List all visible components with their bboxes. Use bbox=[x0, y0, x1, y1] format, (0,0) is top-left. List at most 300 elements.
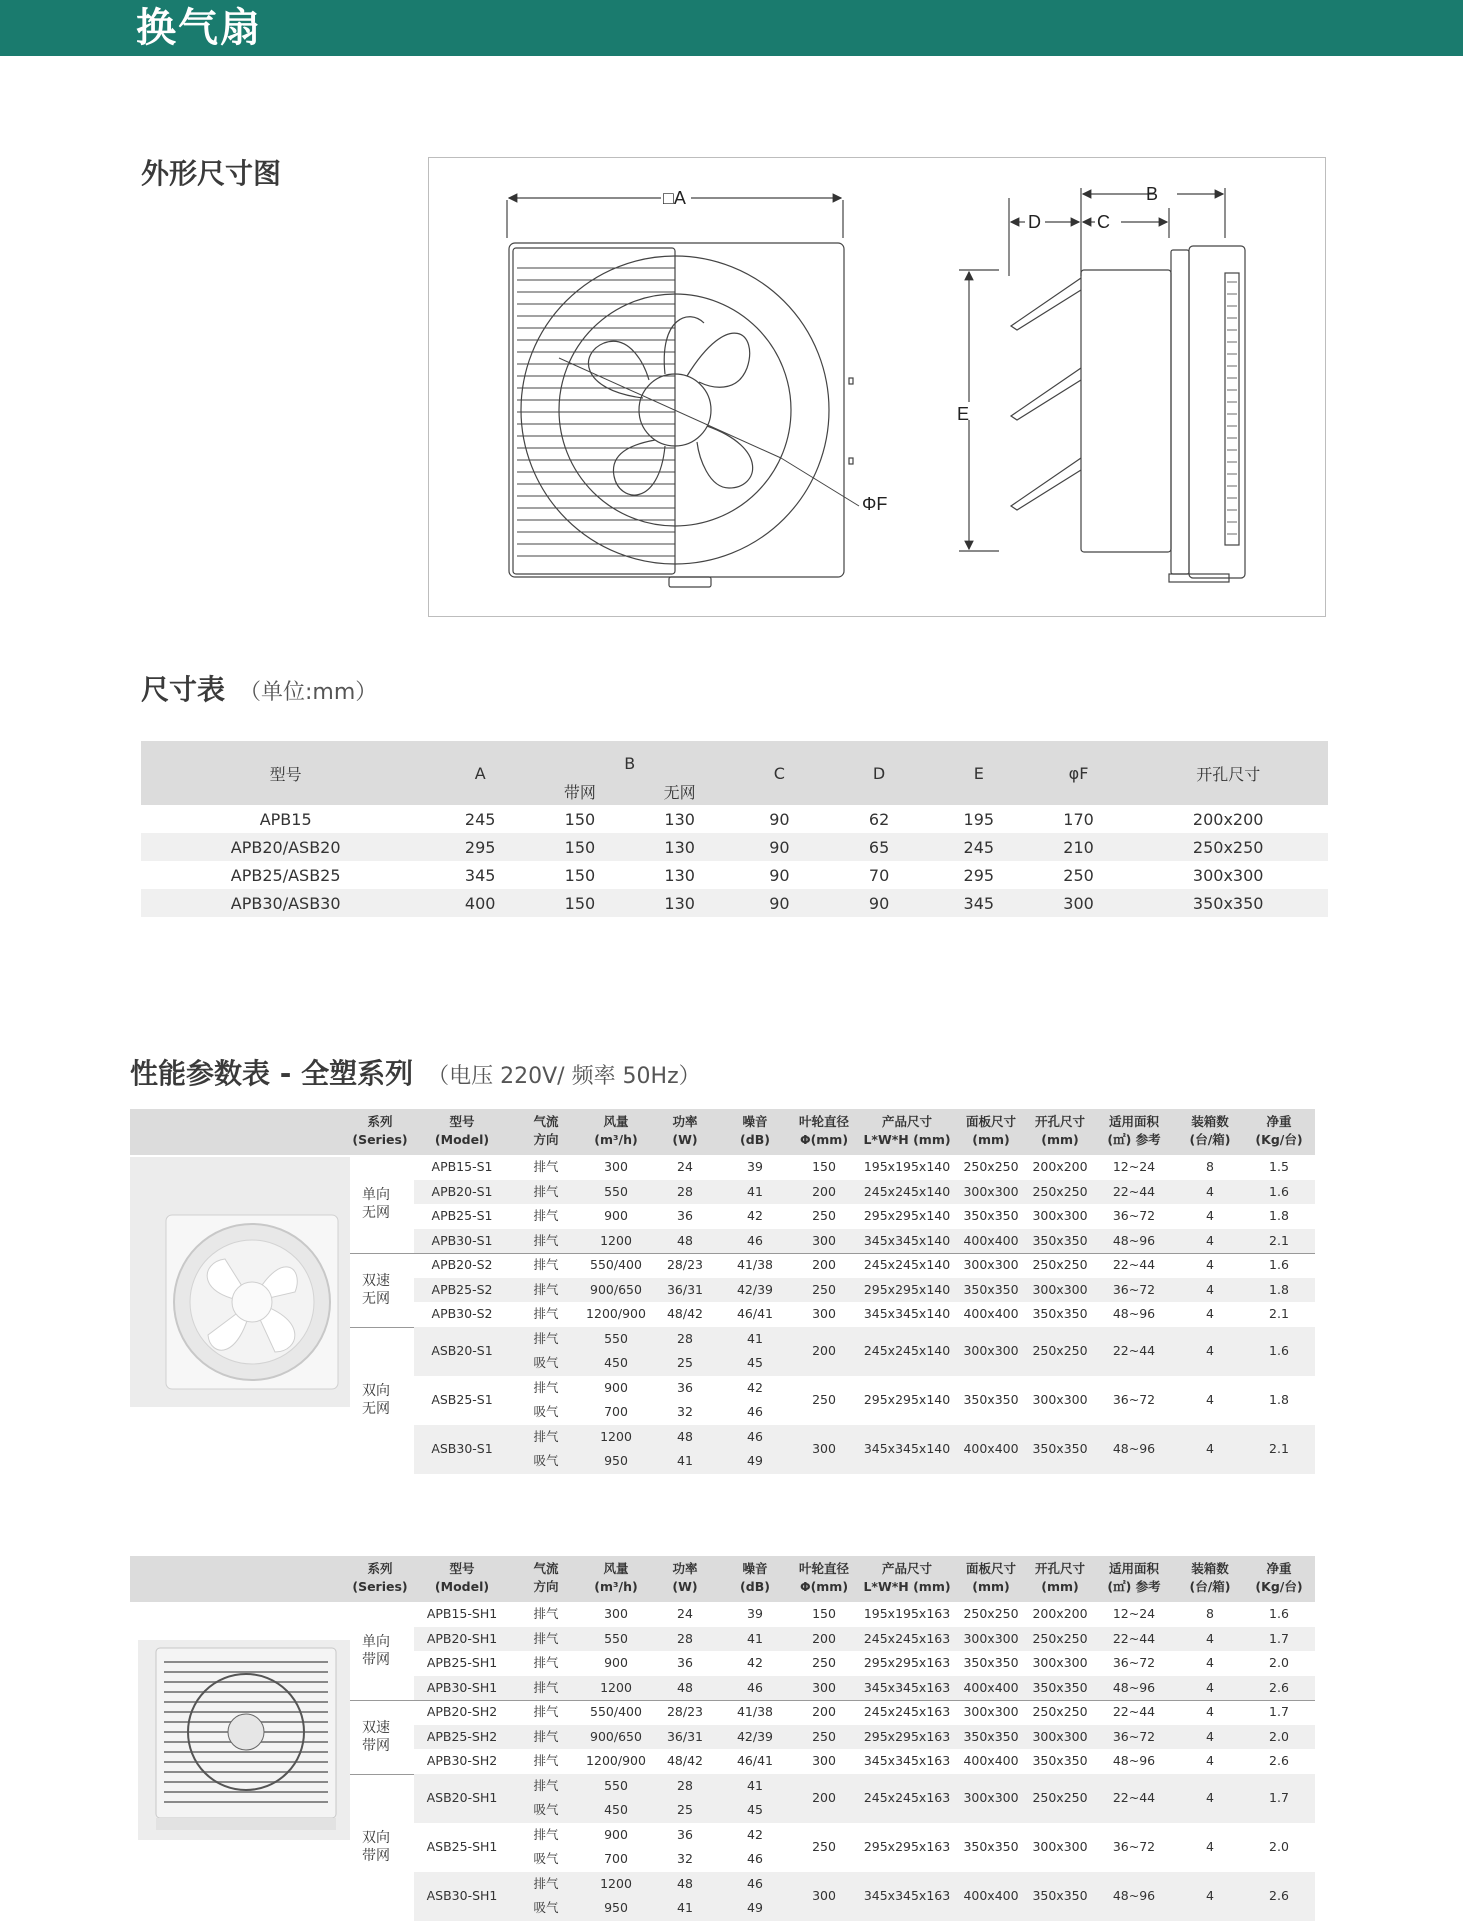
perf-cell: 2.6 bbox=[1269, 1679, 1289, 1695]
perf-cell: 950 bbox=[604, 1453, 628, 1468]
perf-header-line-2: L*W*H (mm) bbox=[863, 1579, 951, 1594]
perf-cell: 300x300 bbox=[963, 1257, 1019, 1272]
perf-cell: 200 bbox=[812, 1183, 836, 1199]
perf-cell: 42/39 bbox=[736, 1728, 774, 1744]
perf-cell: 250 bbox=[812, 1208, 836, 1223]
perf-header-cell bbox=[966, 1560, 1016, 1596]
perf-cell: 250x250 bbox=[1032, 1342, 1088, 1358]
perf-cell: 300 bbox=[812, 1306, 836, 1321]
perf-cell: 195x195x140 bbox=[863, 1159, 951, 1174]
perf-row bbox=[414, 1155, 1315, 1180]
fan-photo-mesh bbox=[138, 1640, 350, 1840]
perf-cell: 200x200 bbox=[1032, 1159, 1088, 1174]
perf-cell: 排气 bbox=[533, 1159, 559, 1174]
perf-cell: 42 bbox=[747, 1655, 763, 1670]
perf-cell: 350x350 bbox=[963, 1281, 1019, 1297]
perf-cell: 4 bbox=[1206, 1257, 1214, 1272]
perf-cell: 4 bbox=[1206, 1306, 1214, 1321]
perf-header-line-1: 装箱数 bbox=[1191, 1114, 1229, 1129]
dims-row bbox=[141, 805, 1328, 833]
perf-cell: 排气 bbox=[533, 1728, 559, 1744]
perf-cell: 36 bbox=[677, 1379, 693, 1395]
perf-cell: 4 bbox=[1206, 1440, 1214, 1456]
perf-cell: 900/650 bbox=[590, 1281, 642, 1297]
perf-cell: 450 bbox=[604, 1802, 628, 1817]
perf-cell: 250 bbox=[812, 1655, 836, 1670]
dims-cell: 130 bbox=[664, 809, 695, 829]
perf-header-cell bbox=[594, 1113, 637, 1149]
perf-header-cell bbox=[672, 1560, 697, 1596]
perf-cell: 42/39 bbox=[736, 1281, 774, 1297]
perf-cell: 900 bbox=[604, 1655, 628, 1670]
perf-cell: 41 bbox=[677, 1900, 693, 1915]
perf-cell: 2.1 bbox=[1269, 1232, 1289, 1248]
perf-cell: 22~44 bbox=[1112, 1704, 1156, 1719]
perf-cell: APB25-SH1 bbox=[426, 1655, 498, 1670]
perf-cell: 4 bbox=[1206, 1655, 1214, 1670]
perf-cell: 300x300 bbox=[1032, 1655, 1088, 1670]
perf-cell: 28 bbox=[677, 1183, 693, 1199]
perf-series-line: 双速 bbox=[362, 1719, 390, 1736]
perf-header-line-2: L*W*H (mm) bbox=[863, 1132, 951, 1147]
perf-header-line-2: (W) bbox=[672, 1579, 698, 1594]
perf-cell: 49 bbox=[747, 1453, 763, 1468]
perf-cell: 250x250 bbox=[1032, 1257, 1088, 1272]
perf-cell: 550/400 bbox=[590, 1257, 642, 1272]
perf-cell: 250 bbox=[812, 1728, 836, 1744]
dims-cell: 210 bbox=[1029, 833, 1129, 861]
perf-cell: 300x300 bbox=[1032, 1391, 1088, 1407]
perf-series-line: 无网 bbox=[362, 1401, 390, 1417]
perf-cell: 400x400 bbox=[963, 1306, 1019, 1321]
perf-cell: 4 bbox=[1206, 1630, 1214, 1646]
perf-header-line-2: (m³/h) bbox=[594, 1132, 638, 1147]
perf-cell: 345x345x163 bbox=[863, 1887, 951, 1903]
perf-cell: 32 bbox=[677, 1851, 693, 1866]
col-f: φF bbox=[1029, 741, 1129, 805]
perf-cell: 200 bbox=[812, 1342, 836, 1358]
perf-series-line: 无网 bbox=[362, 1290, 390, 1307]
perf-cell: 36~72 bbox=[1112, 1391, 1156, 1407]
col-b-mesh: 带网 bbox=[530, 777, 630, 805]
perf-cell: 39 bbox=[747, 1606, 763, 1621]
perf-header-line-1: 噪音 bbox=[742, 1561, 768, 1576]
perf-series-line: 双向 bbox=[362, 1830, 390, 1846]
perf-cell: 250x250 bbox=[963, 1159, 1019, 1174]
dims-unit: （单位:mm） bbox=[239, 680, 378, 705]
perf-cell: 1.8 bbox=[1269, 1208, 1289, 1223]
perf-header-line-1: 适用面积 bbox=[1108, 1561, 1159, 1576]
perf-header-line-2: (㎡) 参考 bbox=[1107, 1132, 1161, 1147]
perf-series-line: 带网 bbox=[362, 1652, 390, 1668]
perf-header-cell bbox=[594, 1560, 637, 1596]
perf-cell: 排气 bbox=[533, 1183, 559, 1199]
perf-cell: 1200 bbox=[600, 1875, 632, 1891]
perf-cell: 200x200 bbox=[1032, 1606, 1088, 1621]
perf-cell: 2.0 bbox=[1269, 1838, 1289, 1854]
perf-cell: 41 bbox=[747, 1330, 763, 1346]
perf-header-line-1: 功率 bbox=[672, 1114, 698, 1129]
perf-cell: 300x300 bbox=[963, 1342, 1019, 1358]
perf-cell: 25 bbox=[677, 1802, 693, 1817]
perf-header-cell bbox=[435, 1560, 489, 1596]
perf-cell: 39 bbox=[747, 1159, 763, 1174]
perf-cell: 排气 bbox=[533, 1232, 559, 1248]
perf-cell: 排气 bbox=[533, 1875, 559, 1891]
perf-header-cell bbox=[740, 1560, 770, 1596]
perf-header-line-2: (㎡) 参考 bbox=[1107, 1579, 1161, 1594]
perf-cell: 350x350 bbox=[1032, 1440, 1088, 1456]
header-bar bbox=[0, 0, 1463, 56]
perf-header-line-1: 系列 bbox=[367, 1114, 393, 1129]
perf-header-line-2: 方向 bbox=[533, 1579, 559, 1594]
perf-cell: 4 bbox=[1206, 1789, 1214, 1805]
perf-header-line-1: 产品尺寸 bbox=[881, 1561, 932, 1576]
dims-cell: 90 bbox=[730, 833, 830, 861]
perf-cell: 300x300 bbox=[963, 1183, 1019, 1199]
perf-cell: 排气 bbox=[533, 1606, 559, 1621]
perf-cell: 300 bbox=[812, 1679, 836, 1695]
perf-header-line-2: (mm) bbox=[972, 1579, 1010, 1594]
perf-row bbox=[414, 1253, 1315, 1278]
perf-cell: 295x295x140 bbox=[863, 1391, 951, 1407]
perf-cell: 46/41 bbox=[736, 1753, 774, 1768]
perf-row bbox=[414, 1278, 1315, 1303]
perf-cell: 22~44 bbox=[1112, 1183, 1156, 1199]
perf-cell: 900 bbox=[604, 1826, 628, 1842]
col-e: E bbox=[929, 741, 1029, 805]
perf-header-line-2: Φ(mm) bbox=[799, 1579, 849, 1594]
perf-header-line-1: 适用面积 bbox=[1108, 1114, 1159, 1129]
perf-cell: 400x400 bbox=[963, 1679, 1019, 1695]
perf-cell: 1200/900 bbox=[586, 1306, 646, 1321]
perf-cell: APB20-S1 bbox=[431, 1183, 493, 1199]
perf-cell: 400x400 bbox=[963, 1887, 1019, 1903]
perf-header-line-2: (dB) bbox=[740, 1132, 770, 1147]
perf-cell: 吸气 bbox=[533, 1453, 559, 1468]
perf-cell: 48~96 bbox=[1112, 1232, 1156, 1248]
col-a: A bbox=[430, 741, 530, 805]
perf-cell: 吸气 bbox=[533, 1355, 559, 1370]
perf-cell: 4 bbox=[1206, 1342, 1214, 1358]
perf-cell: 1.6 bbox=[1269, 1342, 1289, 1358]
dims-cell: 150 bbox=[564, 809, 596, 829]
perf-header-line-1: 气流 bbox=[533, 1114, 559, 1129]
perf-header-line-2: (台/箱) bbox=[1189, 1579, 1231, 1594]
perf-header-line-2: (Kg/台) bbox=[1255, 1132, 1303, 1147]
dimension-drawing bbox=[428, 157, 1326, 617]
perf-cell: 4 bbox=[1206, 1391, 1214, 1407]
perf-cell-model: ASB30-S1 bbox=[431, 1440, 493, 1456]
perf-cell: 400x400 bbox=[963, 1440, 1019, 1456]
perf-cell: 450 bbox=[604, 1355, 628, 1370]
perf-header-line-1: 叶轮直径 bbox=[798, 1561, 850, 1576]
perf-cell: 900 bbox=[604, 1208, 628, 1223]
perf-cell: 12~24 bbox=[1112, 1159, 1156, 1174]
perf-series-line: 带网 bbox=[362, 1737, 390, 1754]
perf-row bbox=[414, 1229, 1315, 1254]
perf-cell: 900 bbox=[604, 1379, 628, 1395]
perf-cell: 1200/900 bbox=[586, 1753, 646, 1768]
dims-section-title bbox=[141, 668, 377, 708]
dims-cell: 90 bbox=[829, 889, 929, 917]
perf-header-line-1: 风量 bbox=[603, 1561, 629, 1576]
perf-cell: 250x250 bbox=[1032, 1630, 1088, 1646]
perf-cell: 200 bbox=[812, 1630, 836, 1646]
perf-cell: 28 bbox=[677, 1330, 693, 1346]
perf-cell: 295x295x163 bbox=[863, 1728, 951, 1744]
perf-cell: 2.0 bbox=[1269, 1728, 1289, 1744]
perf-cell: 245x245x163 bbox=[863, 1704, 951, 1719]
col-b: B bbox=[530, 741, 729, 777]
dims-cell: 300x300 bbox=[1192, 865, 1264, 885]
dim-label-a: □A bbox=[663, 188, 686, 208]
perf-cell: 46/41 bbox=[736, 1306, 774, 1321]
dims-cell: 245 bbox=[464, 809, 496, 829]
perf-cell: 46 bbox=[747, 1875, 763, 1891]
perf-cell: 350x350 bbox=[1032, 1679, 1088, 1695]
perf-cell: 25 bbox=[677, 1355, 693, 1370]
dims-cell: 65 bbox=[829, 833, 929, 861]
perf-title: 性能参数表 - 全塑系列 bbox=[130, 1057, 414, 1090]
dim-label-b: B bbox=[1146, 184, 1159, 204]
perf-cell: 吸气 bbox=[533, 1404, 559, 1419]
perf-row bbox=[414, 1676, 1315, 1701]
perf-cell: 48/42 bbox=[666, 1306, 704, 1321]
perf-header-line-1: 产品尺寸 bbox=[881, 1114, 932, 1129]
perf-cell: 32 bbox=[677, 1404, 693, 1419]
perf-cell-model: ASB25-S1 bbox=[431, 1391, 493, 1407]
perf-cell: 排气 bbox=[533, 1679, 559, 1695]
perf-cell: 22~44 bbox=[1112, 1630, 1156, 1646]
dims-cell: 200x200 bbox=[1192, 809, 1264, 829]
perf-cell: 1.6 bbox=[1269, 1257, 1289, 1272]
perf-cell: 28/23 bbox=[666, 1257, 704, 1272]
perf-pair-row bbox=[414, 1872, 1315, 1921]
dims-cell: APB15 bbox=[259, 809, 312, 829]
perf-cell: 350x350 bbox=[963, 1655, 1019, 1670]
perf-header-line-1: 叶轮直径 bbox=[798, 1114, 850, 1129]
perf-cell: 24 bbox=[677, 1159, 693, 1174]
perf-cell: 250 bbox=[812, 1391, 836, 1407]
perf-cell: 300 bbox=[812, 1440, 836, 1456]
perf-cell: 48~96 bbox=[1112, 1753, 1156, 1768]
perf-series-label bbox=[362, 1186, 390, 1222]
perf-cell: APB20-S2 bbox=[431, 1257, 493, 1272]
perf-cell: 排气 bbox=[533, 1777, 559, 1793]
dims-cell: 70 bbox=[868, 865, 890, 885]
dims-cell: 295 bbox=[963, 865, 995, 885]
col-hole: 开孔尺寸 bbox=[1128, 741, 1328, 805]
perf-pair-row bbox=[414, 1774, 1315, 1823]
dims-row bbox=[141, 833, 1328, 861]
perf-cell: 245x245x163 bbox=[863, 1630, 951, 1646]
perf-header-cell bbox=[1255, 1113, 1302, 1149]
perf-cell: 295x295x163 bbox=[863, 1655, 951, 1670]
dims-cell: 170 bbox=[1063, 809, 1094, 829]
perf-cell: 300 bbox=[604, 1606, 628, 1621]
dims-cell: APB20/ASB20 bbox=[141, 833, 430, 861]
dims-title: 尺寸表 bbox=[141, 673, 226, 706]
perf-row bbox=[414, 1725, 1315, 1750]
perf-cell: 排气 bbox=[533, 1379, 559, 1395]
perf-series-line: 双向 bbox=[362, 1383, 390, 1399]
perf-cell: APB30-SH1 bbox=[426, 1679, 498, 1695]
perf-cell: 1.6 bbox=[1269, 1606, 1289, 1621]
perf-cell: 48~96 bbox=[1112, 1679, 1156, 1695]
perf-cell: 22~44 bbox=[1112, 1789, 1156, 1805]
perf-header-cell bbox=[1035, 1560, 1085, 1596]
perf-cell: 250x250 bbox=[1032, 1183, 1088, 1199]
perf-cell: 4 bbox=[1206, 1838, 1214, 1854]
perf-cell: 345x345x140 bbox=[863, 1306, 951, 1321]
perf-cell: 700 bbox=[604, 1851, 628, 1866]
perf-cell: 36~72 bbox=[1112, 1728, 1156, 1744]
dims-cell: 90 bbox=[769, 865, 790, 885]
perf-header-line-1: 系列 bbox=[367, 1561, 393, 1576]
perf-header-line-2: (Kg/台) bbox=[1255, 1579, 1303, 1594]
perf-cell: 36~72 bbox=[1112, 1655, 1156, 1670]
dimensions-table bbox=[141, 741, 1328, 917]
col-model: 型号 bbox=[141, 741, 430, 805]
perf-cell: 350x350 bbox=[1032, 1306, 1088, 1321]
perf-cell: APB30-S2 bbox=[431, 1306, 493, 1321]
dim-label-e: E bbox=[957, 404, 970, 424]
perf-header-line-2: (Series) bbox=[352, 1132, 408, 1147]
dims-cell: 295 bbox=[430, 833, 530, 861]
perf-header-cell bbox=[799, 1560, 849, 1596]
perf-cell: 300x300 bbox=[1032, 1208, 1088, 1223]
perf-cell: 245x245x140 bbox=[863, 1342, 951, 1358]
perf-cell: 42 bbox=[747, 1379, 763, 1395]
perf-cell: 300x300 bbox=[963, 1630, 1019, 1646]
perf-cell: 46 bbox=[747, 1404, 763, 1419]
perf-cell: 49 bbox=[747, 1900, 763, 1915]
perf-cell-model: ASB30-SH1 bbox=[426, 1887, 498, 1903]
perf-table-1-header bbox=[130, 1109, 1315, 1155]
dim-label-d: D bbox=[1028, 212, 1041, 232]
dim-label-f: ΦF bbox=[862, 494, 888, 514]
perf-cell: 12~24 bbox=[1112, 1606, 1156, 1621]
perf-cell: 排气 bbox=[533, 1281, 559, 1297]
perf-header-line-1: 净重 bbox=[1266, 1114, 1292, 1129]
perf-cell: 300 bbox=[812, 1753, 836, 1768]
perf-cell: 250x250 bbox=[1032, 1789, 1088, 1805]
dims-cell: 130 bbox=[630, 833, 730, 861]
perf-cell: 295x295x163 bbox=[863, 1838, 951, 1854]
perf-series-line: 无网 bbox=[362, 1205, 390, 1221]
perf-cell: 36 bbox=[677, 1826, 693, 1842]
perf-cell: 250 bbox=[812, 1838, 836, 1854]
perf-cell: 36/31 bbox=[666, 1728, 704, 1744]
perf-cell: 550 bbox=[604, 1330, 628, 1346]
perf-header-cell bbox=[1035, 1113, 1085, 1149]
perf-cell: 300x300 bbox=[1032, 1728, 1088, 1744]
perf-cell: 2.6 bbox=[1269, 1753, 1289, 1768]
dims-cell: 350x350 bbox=[1128, 889, 1328, 917]
perf-row bbox=[414, 1602, 1315, 1627]
perf-header-cell bbox=[352, 1113, 407, 1149]
perf-cell: 150 bbox=[812, 1606, 836, 1621]
perf-cell: 345x345x163 bbox=[863, 1753, 951, 1768]
perf-cell: APB25-SH2 bbox=[426, 1728, 498, 1744]
perf-header-line-1: 净重 bbox=[1266, 1561, 1292, 1576]
perf-header-cell bbox=[1107, 1113, 1160, 1149]
perf-pair-row bbox=[414, 1425, 1315, 1474]
perf-cell: APB30-S1 bbox=[431, 1232, 493, 1248]
perf-cell: 300x300 bbox=[1032, 1281, 1088, 1297]
perf-cell: 4 bbox=[1206, 1232, 1214, 1248]
perf-cell: 345x345x140 bbox=[863, 1440, 951, 1456]
perf-cell: 46 bbox=[747, 1679, 763, 1695]
perf-row bbox=[414, 1749, 1315, 1774]
perf-cell: 吸气 bbox=[533, 1802, 559, 1817]
dims-cell: 62 bbox=[868, 809, 890, 829]
dims-cell: 150 bbox=[530, 833, 630, 861]
perf-cell: 48/42 bbox=[666, 1753, 704, 1768]
perf-header-cell bbox=[863, 1113, 950, 1149]
perf-cell: 吸气 bbox=[533, 1900, 559, 1915]
perf-cell: 1.7 bbox=[1269, 1704, 1289, 1719]
perf-cell: APB20-SH2 bbox=[426, 1704, 498, 1719]
perf-cell: 550 bbox=[604, 1630, 628, 1646]
perf-series-line: 双速 bbox=[362, 1272, 390, 1289]
drawing-section-title: 外形尺寸图 bbox=[141, 157, 282, 190]
dims-cell: 250x250 bbox=[1128, 833, 1328, 861]
perf-cell: 排气 bbox=[533, 1306, 559, 1321]
perf-cell: 300x300 bbox=[1032, 1838, 1088, 1854]
dims-row bbox=[141, 861, 1328, 889]
perf-header-cell bbox=[966, 1113, 1016, 1149]
dims-cell: 150 bbox=[564, 865, 596, 885]
perf-cell: 8 bbox=[1206, 1159, 1214, 1174]
perf-cell: 排气 bbox=[533, 1257, 559, 1272]
perf-cell: 150 bbox=[812, 1159, 836, 1174]
perf-cell: 41 bbox=[747, 1630, 763, 1646]
dims-cell: APB30/ASB30 bbox=[141, 889, 430, 917]
col-d: D bbox=[829, 741, 929, 805]
perf-header-line-2: (mm) bbox=[1041, 1132, 1079, 1147]
perf-cell: 195x195x163 bbox=[863, 1606, 951, 1621]
perf-header-line-2: (mm) bbox=[1041, 1579, 1079, 1594]
perf-header-cell bbox=[863, 1560, 950, 1596]
perf-cell: 1.8 bbox=[1269, 1391, 1289, 1407]
perf-cell: 排气 bbox=[533, 1826, 559, 1842]
perf-cell: 36~72 bbox=[1112, 1838, 1156, 1854]
perf-series-label bbox=[362, 1829, 390, 1865]
perf-cell: 48 bbox=[677, 1428, 693, 1444]
perf-series-line: 单向 bbox=[362, 1634, 390, 1650]
perf-header-line-1: 功率 bbox=[672, 1561, 698, 1576]
perf-cell: 200 bbox=[812, 1704, 836, 1719]
dims-cell: 400 bbox=[430, 889, 530, 917]
perf-row bbox=[414, 1302, 1315, 1327]
perf-cell: 排气 bbox=[533, 1330, 559, 1346]
dims-cell: 195 bbox=[963, 809, 995, 829]
col-b-nomesh: 无网 bbox=[630, 777, 730, 805]
perf-cell-model: ASB20-S1 bbox=[431, 1342, 493, 1358]
perf-cell: 1200 bbox=[600, 1679, 632, 1695]
perf-cell: 295x295x140 bbox=[863, 1281, 951, 1297]
perf-header-line-1: 装箱数 bbox=[1191, 1561, 1229, 1576]
perf-row bbox=[414, 1627, 1315, 1652]
perf-cell: 吸气 bbox=[533, 1851, 559, 1866]
perf-cell: 1200 bbox=[600, 1232, 632, 1248]
perf-header-line-1: 型号 bbox=[449, 1561, 475, 1576]
perf-cell: 4 bbox=[1206, 1183, 1214, 1199]
dims-cell: 300 bbox=[1029, 889, 1129, 917]
perf-cell: 350x350 bbox=[1032, 1887, 1088, 1903]
